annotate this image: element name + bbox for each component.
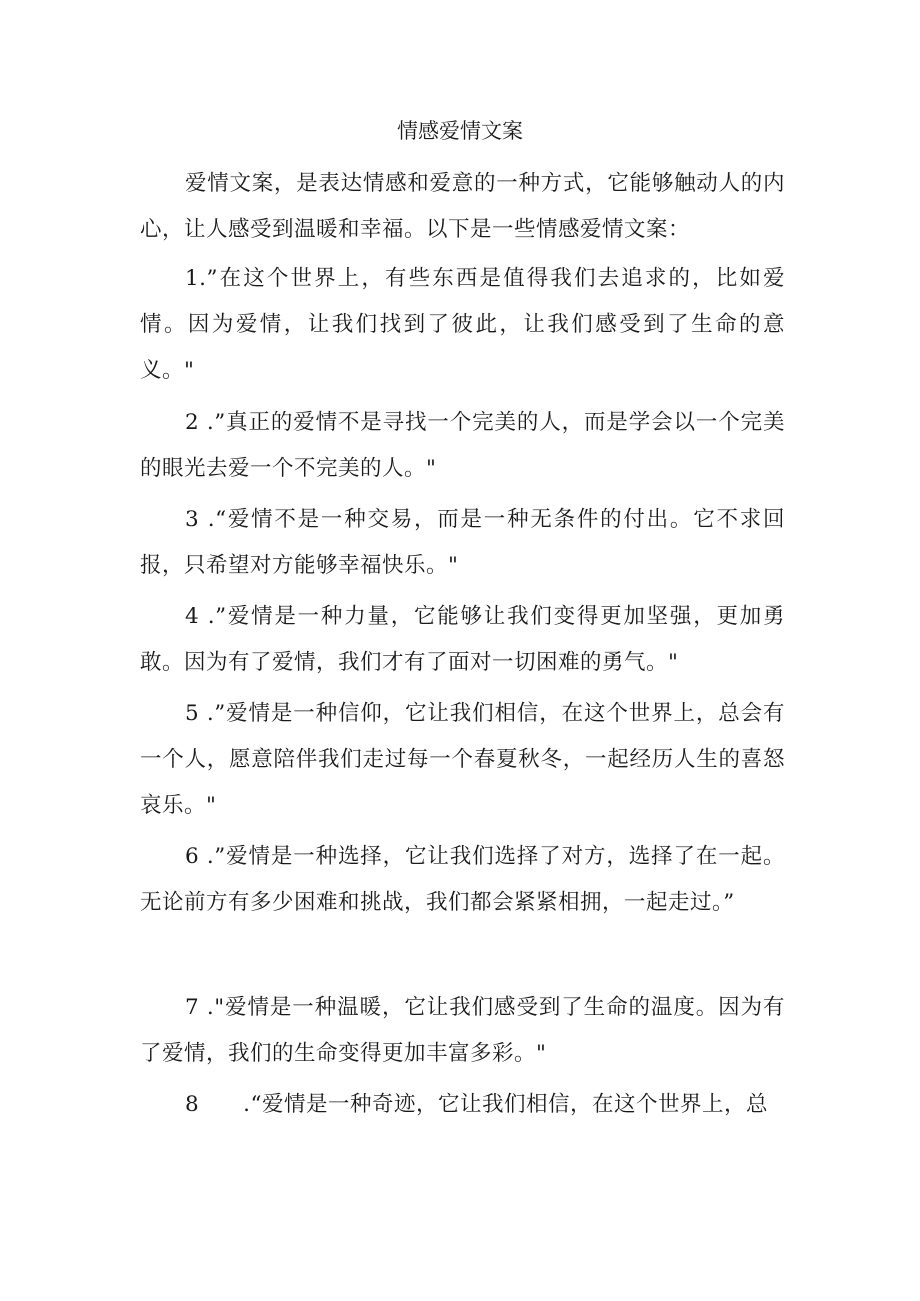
quote-item-1: 1.”在这个世界上，有些东西是值得我们去追求的，比如爱情。因为爱情，让我们找到了彼此，让我们感受到了生命的意义。" (140, 266, 785, 383)
quote-item-4: 4 .”爱情是一种力量，它能够让我们变得更加坚强，更加勇敢。因为有了爱情，我们才有了面对一切困难的勇气。" (140, 604, 785, 675)
document-title: 情感爱情文案 (397, 119, 523, 143)
quote-item-3: 3 .“爱情不是一种交易，而是一种无条件的付出。它不求回报，只希望对方能够幸福快乐。" (140, 507, 785, 578)
quote-item-6: 6 .”爱情是一种选择，它让我们选择了对方，选择了在一起。无论前方有多少困难和挑战，我们都会紧紧相拥，一起走过。” (140, 844, 785, 915)
quote-item-2: 2 .”真正的爱情不是寻找一个完美的人，而是学会以一个完美的眼光去爱一个不完美的人。" (140, 410, 785, 481)
intro-paragraph: 爱情文案，是表达情感和爱意的一种方式，它能够触动人的内心，让人感受到温暖和幸福。以下是一些情感爱情文案： (140, 171, 785, 242)
quote-item-5: 5 .”爱情是一种信仰，它让我们相信，在这个世界上，总会有一个人，愿意陪伴我们走过每一个春夏秋冬，一起经历人生的喜怒哀乐。" (140, 701, 785, 818)
quote-item-8: 8 .“爱情是一种奇迹，它让我们相信，在这个世界上，总 (185, 1092, 769, 1117)
quote-item-7: 7 ."爱情是一种温暖，它让我们感受到了生命的温度。因为有了爱情，我们的生命变得更加丰富多彩。" (140, 995, 785, 1066)
